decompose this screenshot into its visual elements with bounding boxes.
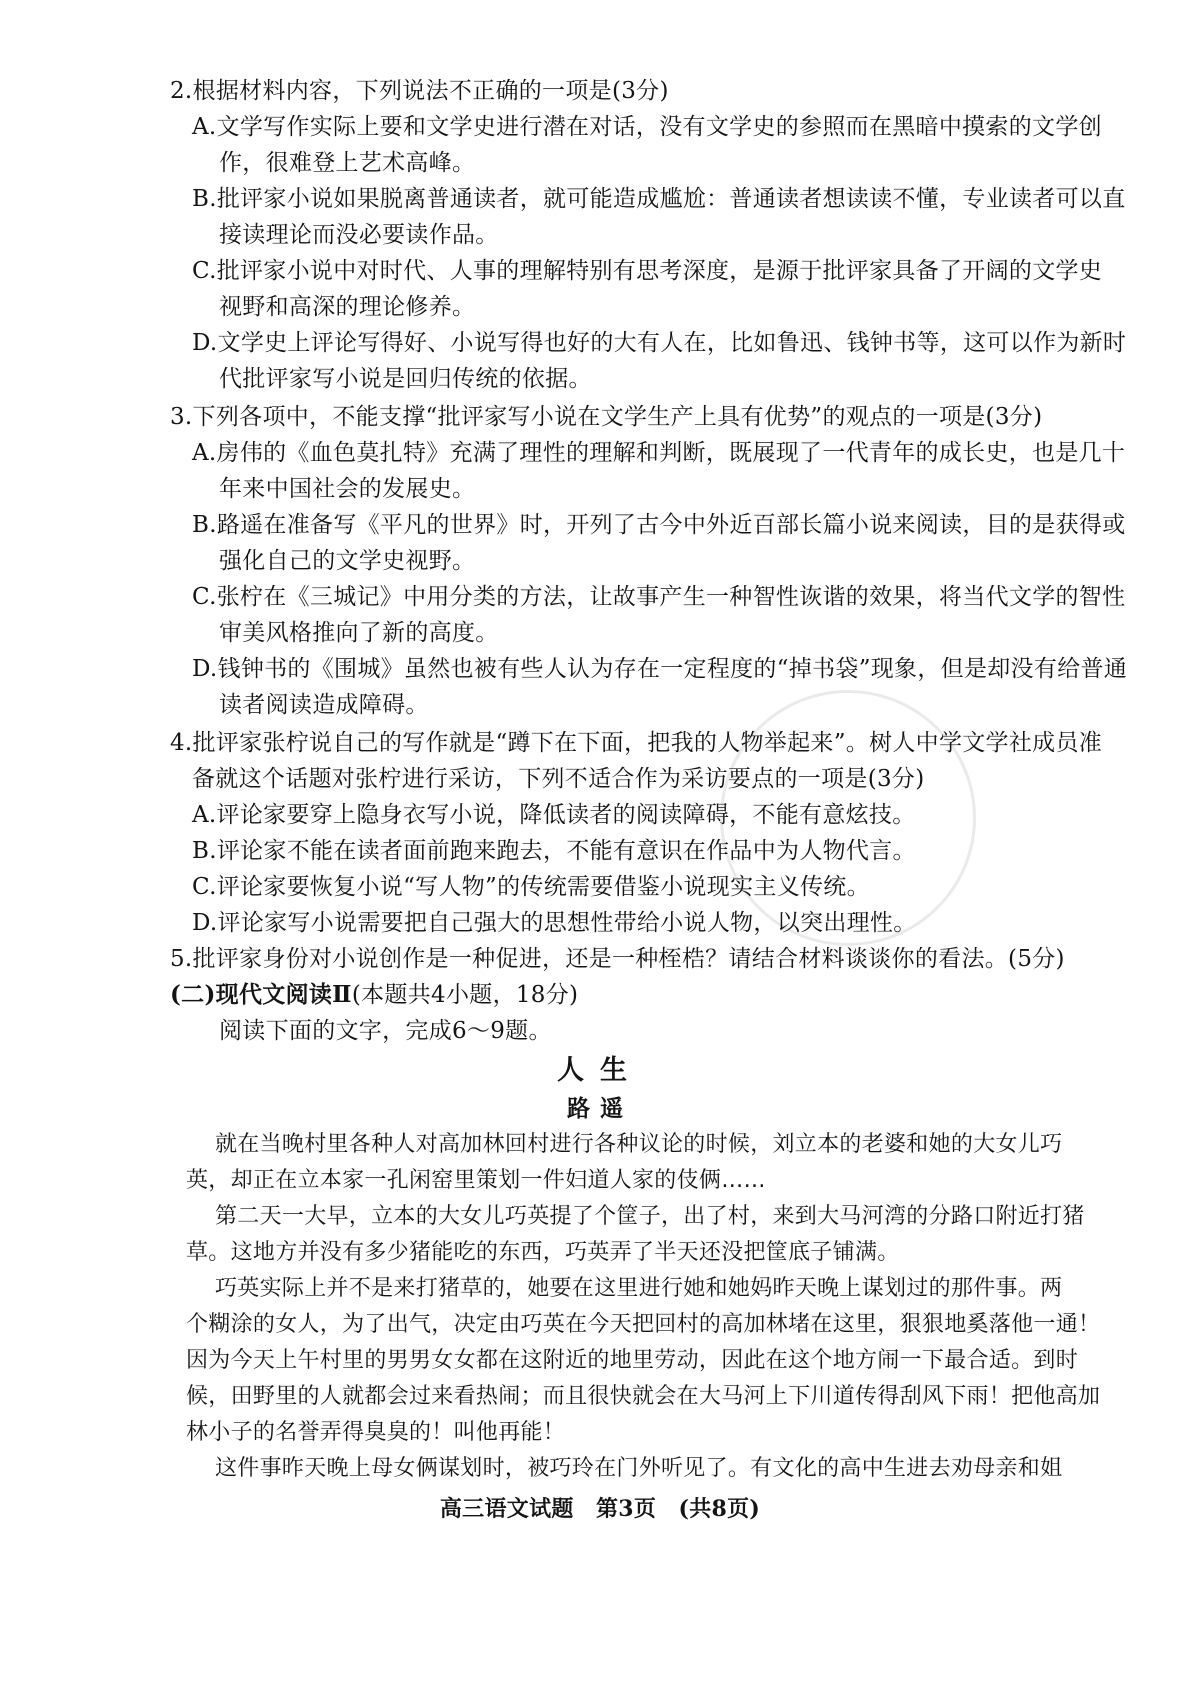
q3-option-d-line1: D.钱钟书的《围城》虽然也被有些人认为存在一定程度的“掉书袋”现象，但是却没有给普通 bbox=[192, 656, 1128, 682]
story-paragraph-4-line1: 这件事昨天晚上母女俩谋划时，被巧玲在门外听见了。有文化的高中生进去劝母亲和姐 bbox=[215, 1456, 1063, 1481]
q2-option-a-line1: A.文学写作实际上要和文学史进行潜在对话，没有文学史的参照而在黑暗中摸索的文学创 bbox=[192, 114, 1102, 140]
q2-option-d-line1: D.文学史上评论写得好、小说写得也好的大有人在，比如鲁迅、钱钟书等，这可以作为新时 bbox=[192, 330, 1127, 356]
section-instruction: 阅读下面的文字，完成6～9题。 bbox=[219, 1018, 552, 1044]
q3-option-a-line1: A.房伟的《血色莫扎特》充满了理性的理解和判断，既展现了一代青年的成长史，也是几十 bbox=[192, 440, 1126, 466]
q2-option-c-line2: 视野和高深的理论修养。 bbox=[219, 294, 476, 320]
q4-option-b: B.评论家不能在读者面前跑来跑去，不能有意识在作品中为人物代言。 bbox=[192, 838, 916, 864]
section-heading bbox=[170, 980, 578, 1010]
story-paragraph-3-line5: 林小子的名誉弄得臭臭的！叫他再能！ bbox=[186, 1420, 566, 1445]
q3-option-b-line1: B.路遥在准备写《平凡的世界》时，开列了古今中外近百部长篇小说来阅读，目的是获得或 bbox=[192, 512, 1126, 538]
page-footer: 高三语文试题 第3页 (共8页) bbox=[439, 1496, 761, 1522]
story-paragraph-2-line1: 第二天一大早，立本的大女儿巧英提了个筐子，出了村，来到大马河湾的分路口附近打猪 bbox=[215, 1204, 1085, 1229]
section-heading-note: (本题共4小题，18分) bbox=[351, 982, 579, 1008]
q2-stem: 2.根据材料内容，下列说法不正确的一项是(3分) bbox=[170, 78, 669, 104]
q2-option-d-line2: 代批评家写小说是回归传统的依据。 bbox=[219, 366, 592, 392]
story-paragraph-2-line2: 草。这地方并没有多少猪能吃的东西，巧英弄了半天还没把筐底子铺满。 bbox=[186, 1240, 900, 1265]
q2-option-b-line1: B.批评家小说如果脱离普通读者，就可能造成尴尬：普通读者想读读不懂，专业读者可以直 bbox=[192, 186, 1126, 212]
q4-option-d: D.评论家写小说需要把自己强大的思想性带给小说人物，以突出理性。 bbox=[192, 910, 917, 936]
q4-stem-line1: 4.批评家张柠说自己的写作就是“蹲下在下面，把我的人物举起来”。树人中学文学社成员准 bbox=[170, 730, 1103, 756]
q3-option-c-line2: 审美风格推向了新的高度。 bbox=[219, 620, 499, 646]
q3-option-d-line2: 读者阅读造成障碍。 bbox=[219, 692, 429, 718]
story-author: 路遥 bbox=[567, 1095, 633, 1122]
q3-stem: 3.下列各项中，不能支撑“批评家写小说在文学生产上具有优势”的观点的一项是(3分) bbox=[170, 404, 1043, 430]
q3-option-b-line2: 强化自己的文学史视野。 bbox=[219, 548, 476, 574]
story-paragraph-3-line1: 巧英实际上并不是来打猪草的，她要在这里进行她和她妈昨天晚上谋划过的那件事。两 bbox=[215, 1276, 1063, 1301]
story-paragraph-3-line4: 候，田野里的人就都会过来看热闹；而且很快就会在大马河上下川道传得刮风下雨！把他高加 bbox=[186, 1384, 1101, 1409]
story-title: 人生 bbox=[557, 1055, 643, 1086]
q2-option-a-line2: 作，很难登上艺术高峰。 bbox=[219, 150, 476, 176]
q4-stem-line2: 备就这个话题对张柠进行采访，下列不适合作为采访要点的一项是(3分) bbox=[192, 766, 925, 792]
q4-option-a: A.评论家要穿上隐身衣写小说，降低读者的阅读障碍，不能有意炫技。 bbox=[192, 802, 916, 828]
story-paragraph-3-line3: 因为今天上午村里的男男女女都在这附近的地里劳动，因此在这个地方闹一下最合适。到时 bbox=[186, 1348, 1079, 1373]
q3-option-c-line1: C.张柠在《三城记》中用分类的方法，让故事产生一种智性诙谐的效果，将当代文学的智性 bbox=[192, 584, 1126, 610]
q3-option-a-line2: 年来中国社会的发展史。 bbox=[219, 476, 476, 502]
story-paragraph-1-line1: 就在当晚村里各种人对高加林回村进行各种议论的时候，刘立本的老婆和她的大女儿巧 bbox=[215, 1132, 1063, 1157]
section-heading-title: (二)现代文阅读Ⅱ bbox=[170, 981, 352, 1008]
story-paragraph-1-line2: 英，却正在立本家一孔闲窑里策划一件妇道人家的伎俩…… bbox=[186, 1168, 766, 1193]
q5-stem: 5.批评家身份对小说创作是一种促进，还是一种桎梏？请结合材料谈谈你的看法。(5分) bbox=[170, 946, 1065, 972]
q2-option-b-line2: 接读理论而没必要读作品。 bbox=[219, 222, 499, 248]
q4-option-c: C.评论家要恢复小说“写人物”的传统需要借鉴小说现实主义传统。 bbox=[192, 874, 870, 900]
q2-option-c-line1: C.批评家小说中对时代、人事的理解特别有思考深度，是源于批评家具备了开阔的文学史 bbox=[192, 258, 1103, 284]
story-paragraph-3-line2: 个糊涂的女人，为了出气，决定由巧英在今天把回村的高加林堵在这里，狠狠地奚落他一通！ bbox=[186, 1312, 1101, 1337]
